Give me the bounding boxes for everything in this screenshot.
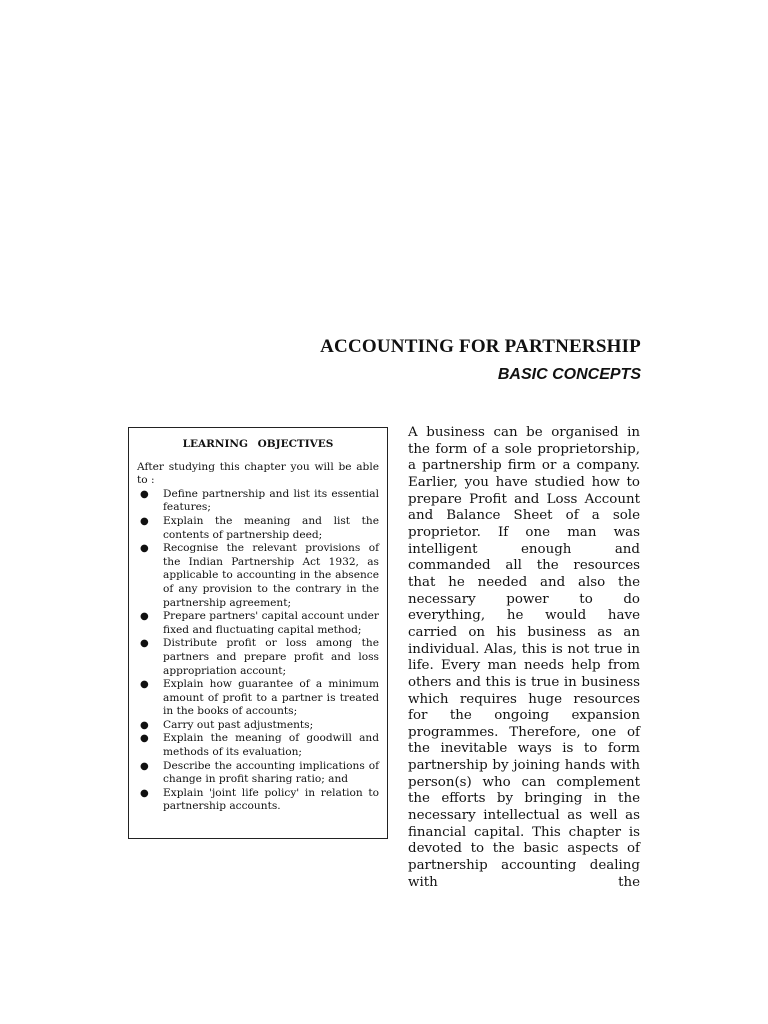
bullet-icon: ● <box>140 719 149 731</box>
bullet-icon: ● <box>140 515 149 527</box>
bullet-icon: ● <box>140 611 149 623</box>
objective-item <box>137 515 379 542</box>
bullet-icon: ● <box>140 760 149 772</box>
objective-item <box>137 719 379 733</box>
objective-text: Describe the accounting implications of change in profit sharing ratio; and <box>163 759 379 786</box>
objective-item <box>137 542 379 610</box>
objective-text: Explain 'joint life policy' in relation to partnership accounts. <box>163 786 379 813</box>
bullet-icon: ● <box>140 733 149 745</box>
objective-text: Define partnership and list its essential features; <box>163 487 379 514</box>
objective-item <box>137 787 379 814</box>
learning-objectives-list <box>137 488 379 814</box>
objective-item <box>137 610 379 637</box>
objective-text: Prepare partners' capital account under fixed and fluctuating capital method; <box>163 610 379 636</box>
bullet-icon: ● <box>140 543 149 555</box>
learning-objectives-intro: After studying this chapter you will be able to : <box>137 460 379 487</box>
objective-text: Explain the meaning and list the contents of partnership deed; <box>163 514 379 541</box>
objective-text: Explain the meaning of goodwill and methods of its evaluation; <box>163 732 379 759</box>
objective-item <box>137 732 379 759</box>
objective-item <box>137 678 379 719</box>
bullet-icon: ● <box>140 488 149 500</box>
bullet-icon: ● <box>140 787 149 799</box>
learning-objectives-box <box>128 427 388 839</box>
bullet-icon: ● <box>140 679 149 691</box>
chapter-title: ACCOUNTING FOR PARTNERSHIP <box>320 336 641 357</box>
objective-text: Recognise the relevant provisions of the Indian Partnership Act 1932, as applicable to accounting in the absence of any provision to the contrary in the partnership agreement; <box>163 542 379 609</box>
objective-item <box>137 637 379 678</box>
objective-text: Carry out past adjustments; <box>163 718 314 731</box>
objective-item <box>137 760 379 787</box>
bullet-icon: ● <box>140 638 149 650</box>
intro-paragraph: A business can be organised in the form of a sole proprietorship, a partnership firm or a company. Earlier, you have studied how to prepare Profit and Loss Account and Balance Sheet of a sole proprietor. If one man was intelligent enough and commanded all the resources that he needed and also the necessary power to do everything, he would have carried on his business as an individual. Alas, this is not true in life. Every man needs help from others and this is true in business which requires huge resources for the ongoing expansion programmes. Therefore, one of the inevitable ways is to form partnership by joining hands with person(s) who can complement the efforts by bringing in the necessary intellectual as well as financial capital. This chapter is devoted to the basic aspects of partnership accounting dealing with the <box>408 425 640 890</box>
objective-text: Distribute profit or loss among the partners and prepare profit and loss appropriation account; <box>163 637 379 677</box>
objective-text: Explain how guarantee of a minimum amount of profit to a partner is treated in the books of accounts; <box>163 678 379 718</box>
chapter-subtitle: BASIC CONCEPTS <box>497 366 641 383</box>
learning-objectives-heading: LEARNING OBJECTIVES <box>182 438 334 450</box>
objective-item <box>137 488 379 515</box>
